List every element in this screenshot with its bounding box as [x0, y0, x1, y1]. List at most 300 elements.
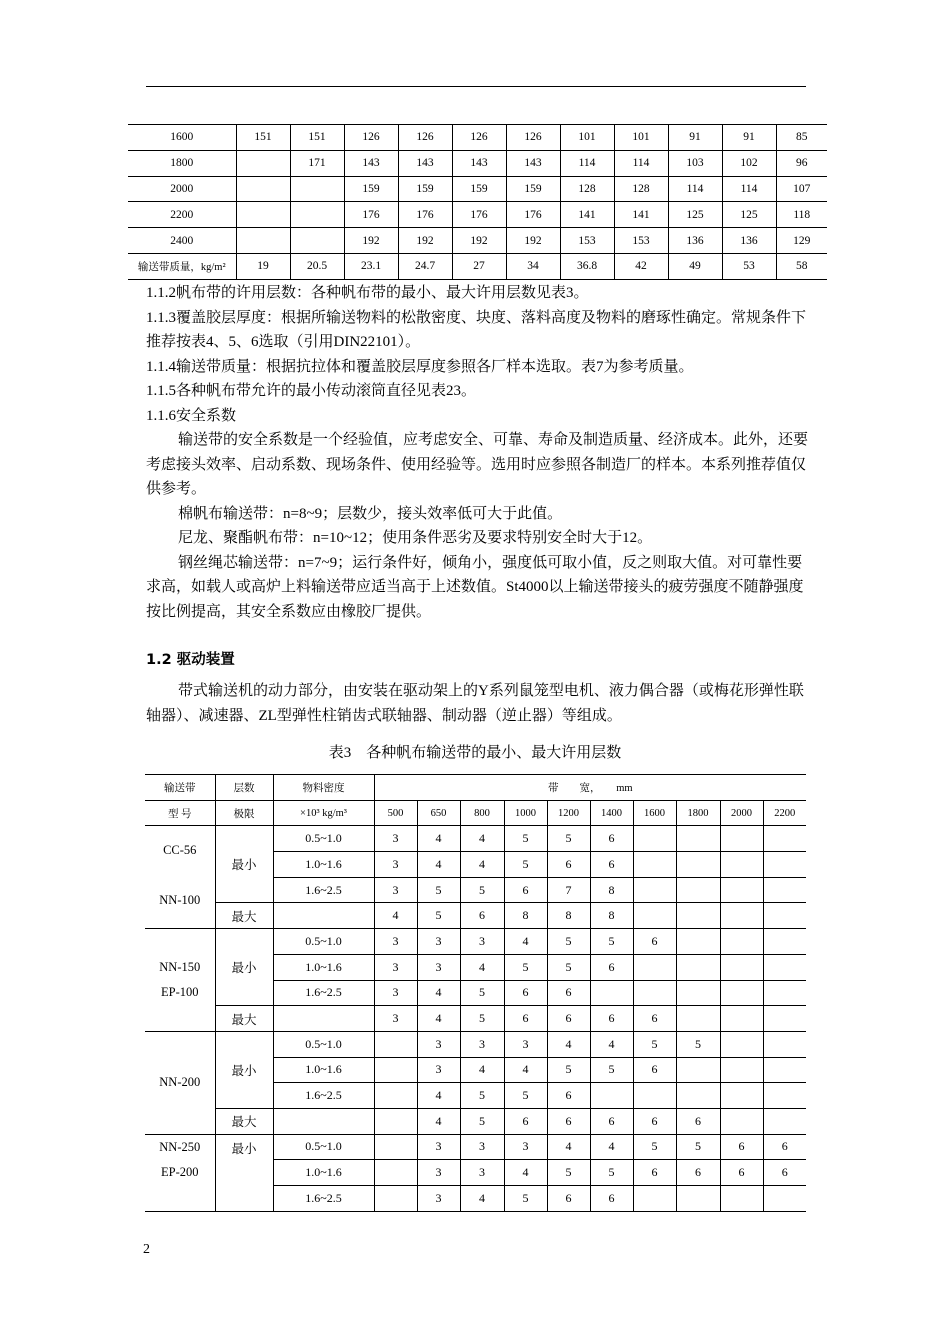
table-cell: 159	[452, 176, 506, 202]
table-cell: 36.8	[560, 253, 614, 279]
ply-cell: 3	[417, 1057, 460, 1083]
ply-cell: 8	[590, 903, 633, 929]
ply-cell	[720, 1186, 763, 1212]
ply-cell: 6	[633, 1160, 676, 1186]
ply-cell: 4	[504, 929, 547, 955]
table-cell: 143	[398, 150, 452, 176]
ply-cell	[590, 1083, 633, 1109]
ply-cell: 4	[374, 903, 417, 929]
ply-cell	[763, 980, 806, 1006]
width-header-cell: 1600	[633, 800, 676, 826]
ply-cell	[720, 954, 763, 980]
ply-cell: 6	[547, 1186, 590, 1212]
ply-cell: 3	[374, 954, 417, 980]
table-cell	[236, 228, 290, 254]
ply-cell: 8	[547, 903, 590, 929]
ply-cell: 3	[374, 929, 417, 955]
limit-max-cell: 最大	[215, 903, 273, 929]
width-header-cell: 500	[374, 800, 417, 826]
ply-cell: 6	[590, 1186, 633, 1212]
ply-cell: 3	[374, 1006, 417, 1032]
ply-cell: 5	[547, 826, 590, 852]
header-density-1: 物料密度	[273, 775, 374, 801]
table-row	[145, 929, 806, 955]
header-rule	[146, 86, 806, 87]
ply-cell: 5	[460, 1083, 504, 1109]
table-row	[145, 903, 806, 929]
ply-cell	[676, 1057, 720, 1083]
ply-cell: 3	[374, 877, 417, 903]
ply-cell	[374, 1160, 417, 1186]
table-cell: 159	[344, 176, 398, 202]
ply-cell: 3	[417, 1031, 460, 1057]
ply-cell: 4	[460, 852, 504, 878]
ply-cell: 6	[547, 852, 590, 878]
ply-cell: 5	[417, 877, 460, 903]
belt-mass-table-body	[128, 125, 827, 280]
ply-cell	[374, 1134, 417, 1160]
ply-cell	[676, 852, 720, 878]
table-cell: 192	[344, 228, 398, 254]
table-row	[128, 125, 827, 151]
table-cell: 101	[614, 125, 668, 151]
para-1-1-4: 1.1.4输送带质量：根据抗拉体和覆盖胶层厚度参照各厂样本选取。表7为参考质量。	[146, 358, 694, 375]
table3-header-row-1	[145, 775, 806, 801]
ply-cell: 6	[633, 1057, 676, 1083]
ply-cell: 6	[720, 1134, 763, 1160]
table-cell: 103	[668, 150, 722, 176]
belt-type-label: NN-150	[159, 960, 201, 974]
table-cell: 114	[722, 176, 776, 202]
width-header-cell: 1200	[547, 800, 590, 826]
ply-cell	[633, 826, 676, 852]
table-cell	[290, 176, 344, 202]
table-row	[145, 1031, 806, 1057]
table-cell: 143	[506, 150, 560, 176]
ply-cell: 4	[417, 1006, 460, 1032]
table-cell: 136	[722, 228, 776, 254]
table-cell: 176	[398, 202, 452, 228]
ply-cell: 6	[590, 954, 633, 980]
ply-cell	[676, 980, 720, 1006]
table-cell: 19	[236, 253, 290, 279]
ply-cell	[633, 1083, 676, 1109]
ply-cell: 3	[504, 1134, 547, 1160]
table-cell: 91	[722, 125, 776, 151]
ply-cell: 7	[547, 877, 590, 903]
ply-cell	[720, 1006, 763, 1032]
table-cell: 129	[776, 228, 827, 254]
table-cell: 1600	[128, 125, 236, 151]
belt-type-label: EP-100	[161, 985, 199, 999]
ply-cell: 3	[504, 1031, 547, 1057]
table-cell: 128	[614, 176, 668, 202]
ply-cell	[763, 877, 806, 903]
table-cell: 125	[668, 202, 722, 228]
table3	[145, 774, 806, 1212]
table-cell	[236, 202, 290, 228]
table-cell	[236, 150, 290, 176]
ply-cell	[676, 1083, 720, 1109]
para-1-1-5: 1.1.5各种帆布带允许的最小传动滚筒直径见表23。	[146, 383, 477, 399]
ply-cell: 5	[633, 1031, 676, 1057]
density-cell: 1.0~1.6	[273, 954, 374, 980]
ply-cell	[676, 1186, 720, 1212]
ply-cell	[633, 852, 676, 878]
table-cell: 126	[506, 125, 560, 151]
ply-cell: 5	[633, 1134, 676, 1160]
density-cell: 1.6~2.5	[273, 1186, 374, 1212]
ply-cell: 3	[417, 929, 460, 955]
ply-cell: 4	[417, 826, 460, 852]
ply-cell	[720, 1057, 763, 1083]
table3-caption: 表3 各种帆布输送带的最小、最大许用层数	[328, 745, 622, 761]
ply-cell: 3	[417, 954, 460, 980]
table-cell: 143	[344, 150, 398, 176]
ply-cell	[374, 1083, 417, 1109]
ply-cell	[720, 852, 763, 878]
ply-cell	[720, 877, 763, 903]
ply-cell	[763, 1057, 806, 1083]
table3-body	[145, 775, 806, 1212]
ply-cell	[676, 1006, 720, 1032]
table-cell: 126	[344, 125, 398, 151]
table-cell: 136	[668, 228, 722, 254]
table-row	[128, 202, 827, 228]
table-cell: 159	[398, 176, 452, 202]
ply-cell: 5	[547, 1160, 590, 1186]
ply-cell: 6	[633, 1108, 676, 1134]
ply-cell: 8	[504, 903, 547, 929]
table-cell: 2400	[128, 228, 236, 254]
heading-1-2: 1.2 驱动装置	[146, 652, 235, 668]
table-cell	[290, 202, 344, 228]
density-cell: 1.6~2.5	[273, 877, 374, 903]
ply-cell	[763, 1083, 806, 1109]
table-cell: 114	[668, 176, 722, 202]
table-cell: 159	[506, 176, 560, 202]
para-nylon: 尼龙、聚酯帆布带：n=10~12；使用条件恶劣及要求特别安全时大于12。	[178, 530, 653, 546]
ply-cell: 3	[460, 929, 504, 955]
width-header-cell: 650	[417, 800, 460, 826]
ply-cell	[720, 929, 763, 955]
limit-max-cell: 最大	[215, 1108, 273, 1134]
section-1-1-text	[146, 281, 808, 624]
table-cell: 输送带质量，kg/m²	[128, 253, 236, 279]
ply-cell	[720, 826, 763, 852]
ply-cell: 6	[720, 1160, 763, 1186]
ply-cell: 6	[504, 980, 547, 1006]
table-row	[128, 176, 827, 202]
limit-min-cell: 最小	[215, 826, 273, 903]
table-cell	[290, 228, 344, 254]
table-cell: 126	[452, 125, 506, 151]
width-header-cell: 1400	[590, 800, 633, 826]
ply-cell: 6	[547, 1083, 590, 1109]
table-cell: 1800	[128, 150, 236, 176]
ply-cell: 5	[547, 1057, 590, 1083]
ply-cell	[633, 1186, 676, 1212]
table-cell: 192	[506, 228, 560, 254]
ply-cell: 3	[460, 1160, 504, 1186]
ply-cell: 4	[547, 1031, 590, 1057]
ply-cell: 4	[504, 1160, 547, 1186]
ply-cell	[676, 954, 720, 980]
table-cell: 24.7	[398, 253, 452, 279]
ply-cell: 3	[374, 826, 417, 852]
ply-cell: 8	[590, 877, 633, 903]
limit-min-cell: 最小	[215, 1134, 273, 1211]
ply-cell: 5	[460, 877, 504, 903]
belt-type-label: CC-56	[163, 843, 197, 858]
belt-type-label: EP-200	[161, 1164, 199, 1179]
ply-cell: 6	[676, 1108, 720, 1134]
ply-cell	[763, 1006, 806, 1032]
ply-cell: 6	[633, 929, 676, 955]
ply-cell	[676, 877, 720, 903]
ply-cell: 5	[504, 826, 547, 852]
ply-cell: 4	[460, 1186, 504, 1212]
ply-cell: 4	[460, 954, 504, 980]
table-cell: 53	[722, 253, 776, 279]
ply-cell: 3	[417, 1134, 460, 1160]
ply-cell	[763, 826, 806, 852]
table-cell: 126	[398, 125, 452, 151]
header-type-2: 型 号	[145, 800, 215, 826]
limit-min-cell: 最小	[215, 929, 273, 1006]
ply-cell: 5	[460, 1006, 504, 1032]
density-cell	[273, 903, 374, 929]
table-cell: 151	[290, 125, 344, 151]
ply-cell: 4	[590, 1031, 633, 1057]
para-cotton: 棉帆布输送带：n=8~9；层数少，接头效率低可大于此值。	[178, 505, 563, 522]
ply-cell: 4	[504, 1057, 547, 1083]
ply-cell	[720, 1083, 763, 1109]
ply-cell	[374, 1031, 417, 1057]
table-cell: 58	[776, 253, 827, 279]
table-cell: 20.5	[290, 253, 344, 279]
table-cell: 34	[506, 253, 560, 279]
ply-cell	[633, 877, 676, 903]
table-cell	[236, 176, 290, 202]
density-cell: 0.5~1.0	[273, 929, 374, 955]
ply-cell: 6	[763, 1160, 806, 1186]
table-cell: 176	[506, 202, 560, 228]
table-cell: 151	[236, 125, 290, 151]
belt-mass-table	[128, 124, 827, 280]
page-number: 2	[143, 1242, 150, 1257]
ply-cell	[763, 852, 806, 878]
density-cell	[273, 1006, 374, 1032]
ply-cell: 5	[504, 1186, 547, 1212]
para-1-1-3: 1.1.3覆盖胶层厚度：根据所输送物料的松散密度、块度、落料高度及物料的磨琢性确定。常规条件下推荐按表4、5、6选取（引用DIN22101）。	[146, 309, 807, 350]
density-cell: 1.0~1.6	[273, 1057, 374, 1083]
width-header-cell: 2200	[763, 800, 806, 826]
ply-cell	[374, 1186, 417, 1212]
table-cell: 171	[290, 150, 344, 176]
density-cell: 0.5~1.0	[273, 826, 374, 852]
ply-cell: 3	[417, 1186, 460, 1212]
ply-cell	[676, 929, 720, 955]
ply-cell: 3	[374, 980, 417, 1006]
ply-cell: 5	[676, 1134, 720, 1160]
ply-cell: 6	[504, 1108, 547, 1134]
ply-cell	[676, 826, 720, 852]
ply-cell	[633, 980, 676, 1006]
ply-cell: 3	[417, 1160, 460, 1186]
belt-type-cell	[145, 1031, 215, 1134]
table-cell: 27	[452, 253, 506, 279]
ply-cell: 5	[590, 1160, 633, 1186]
width-header-cell: 1000	[504, 800, 547, 826]
width-header-cell: 2000	[720, 800, 763, 826]
ply-cell	[763, 954, 806, 980]
ply-cell: 6	[504, 877, 547, 903]
table-cell: 91	[668, 125, 722, 151]
table-cell: 101	[560, 125, 614, 151]
header-type-1: 输送带	[145, 775, 215, 801]
table-cell: 2000	[128, 176, 236, 202]
table-cell: 114	[560, 150, 614, 176]
ply-cell: 5	[460, 1108, 504, 1134]
ply-cell	[633, 954, 676, 980]
ply-cell: 6	[547, 1006, 590, 1032]
header-density-2: ×10³ kg/m³	[273, 800, 374, 826]
density-cell: 1.0~1.6	[273, 852, 374, 878]
ply-cell: 5	[504, 852, 547, 878]
table-row	[128, 228, 827, 254]
density-cell: 0.5~1.0	[273, 1134, 374, 1160]
para-1-1-6: 1.1.6安全系数	[146, 407, 237, 424]
density-cell: 0.5~1.0	[273, 1031, 374, 1057]
table-row	[128, 150, 827, 176]
belt-type-cell	[145, 929, 215, 1032]
table-row	[128, 253, 827, 279]
para-drive: 带式输送机的动力部分，由安装在驱动架上的Y系列鼠笼型电机、液力偶合器（或梅花形弹性联轴器）、减速器、ZL型弹性柱销齿式联轴器、制动器（逆止器）等组成。	[146, 683, 804, 724]
limit-min-cell: 最小	[215, 1031, 273, 1108]
ply-cell: 3	[460, 1134, 504, 1160]
table-cell: 141	[614, 202, 668, 228]
ply-cell: 5	[460, 980, 504, 1006]
ply-cell	[720, 1031, 763, 1057]
ply-cell: 4	[590, 1134, 633, 1160]
table-cell: 176	[344, 202, 398, 228]
ply-cell: 6	[590, 1006, 633, 1032]
ply-cell: 5	[547, 929, 590, 955]
ply-cell: 6	[763, 1134, 806, 1160]
width-header-cell: 1800	[676, 800, 720, 826]
ply-cell: 4	[460, 1057, 504, 1083]
ply-cell: 6	[633, 1006, 676, 1032]
width-header-cell: 800	[460, 800, 504, 826]
ply-cell: 5	[547, 954, 590, 980]
ply-cell: 6	[547, 980, 590, 1006]
table-cell: 125	[722, 202, 776, 228]
table-cell: 153	[614, 228, 668, 254]
ply-cell: 5	[590, 929, 633, 955]
header-lim-2: 极限	[215, 800, 273, 826]
ply-cell: 5	[504, 954, 547, 980]
table-cell: 23.1	[344, 253, 398, 279]
table3-header-row-2	[145, 800, 806, 826]
ply-cell	[633, 903, 676, 929]
table-cell: 114	[614, 150, 668, 176]
ply-cell: 4	[417, 1083, 460, 1109]
header-belt-width: 带 宽， mm	[374, 775, 806, 801]
ply-cell: 5	[676, 1031, 720, 1057]
density-cell: 1.6~2.5	[273, 1083, 374, 1109]
belt-type-cell	[145, 1134, 215, 1211]
ply-cell: 4	[460, 826, 504, 852]
density-cell	[273, 1108, 374, 1134]
ply-cell	[720, 980, 763, 1006]
ply-cell: 6	[590, 826, 633, 852]
ply-cell: 6	[590, 1108, 633, 1134]
ply-cell: 4	[417, 1108, 460, 1134]
para-steel: 钢丝绳芯输送带：n=7~9；运行条件好，倾角小，强度低可取小值，反之则取大值。对可靠性要求高，如载人或高炉上料输送带应适当高于上述数值。St4000以上输送带接头的疲劳强度不随静强度按比例提高，其安全系数应由橡胶厂提供。	[146, 554, 804, 620]
ply-cell: 3	[460, 1031, 504, 1057]
table-cell: 176	[452, 202, 506, 228]
limit-max-cell: 最大	[215, 1006, 273, 1032]
ply-cell	[374, 1057, 417, 1083]
density-cell: 1.6~2.5	[273, 980, 374, 1006]
ply-cell	[763, 929, 806, 955]
ply-cell: 5	[590, 1057, 633, 1083]
table-cell: 128	[560, 176, 614, 202]
ply-cell: 6	[460, 903, 504, 929]
ply-cell: 5	[504, 1083, 547, 1109]
ply-cell	[590, 980, 633, 1006]
table-cell: 2200	[128, 202, 236, 228]
table-cell: 49	[668, 253, 722, 279]
ply-cell: 6	[590, 852, 633, 878]
ply-cell	[720, 903, 763, 929]
ply-cell	[763, 1108, 806, 1134]
ply-cell: 5	[417, 903, 460, 929]
table-row	[145, 826, 806, 852]
ply-cell: 3	[374, 852, 417, 878]
ply-cell	[374, 1108, 417, 1134]
table-cell: 141	[560, 202, 614, 228]
table-row	[145, 1006, 806, 1032]
ply-cell	[676, 903, 720, 929]
table-cell: 102	[722, 150, 776, 176]
para-1-1-2: 1.1.2帆布带的许用层数：各种帆布带的最小、最大许用层数见表3。	[146, 285, 589, 301]
table-row	[145, 1108, 806, 1134]
ply-cell	[720, 1108, 763, 1134]
table-cell: 192	[452, 228, 506, 254]
ply-cell: 4	[417, 852, 460, 878]
ply-cell: 4	[417, 980, 460, 1006]
ply-cell	[763, 1186, 806, 1212]
table-row	[145, 1134, 806, 1160]
ply-cell: 6	[547, 1108, 590, 1134]
belt-type-label: NN-100	[159, 893, 201, 908]
ply-cell	[763, 1031, 806, 1057]
ply-cell	[763, 903, 806, 929]
table-cell: 107	[776, 176, 827, 202]
ply-cell: 6	[676, 1160, 720, 1186]
belt-type-cell	[145, 826, 215, 929]
header-lim-1: 层数	[215, 775, 273, 801]
ply-cell: 6	[504, 1006, 547, 1032]
table-cell: 42	[614, 253, 668, 279]
table-cell: 118	[776, 202, 827, 228]
density-cell: 1.0~1.6	[273, 1160, 374, 1186]
para-safety-intro: 输送带的安全系数是一个经验值，应考虑安全、可靠、寿命及制造质量、经济成本。此外，还要考虑接头效率、启动系数、现场条件、使用经验等。选用时应参照各制造厂的样本。本系列推荐值仅供参考。	[146, 432, 809, 497]
table-cell: 153	[560, 228, 614, 254]
table-cell: 192	[398, 228, 452, 254]
